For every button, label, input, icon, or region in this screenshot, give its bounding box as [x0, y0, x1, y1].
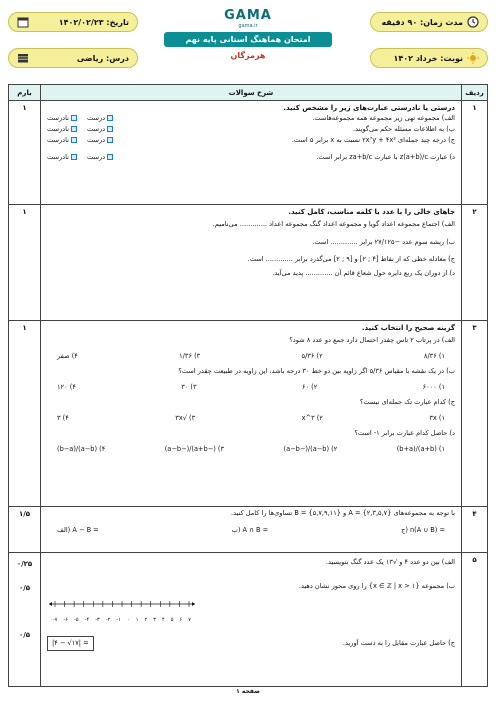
q1-c-text: ج) درجه چند جمله‌ای ۲x⁷y + ۴x² نسبت به x برابر ۵ است. [291, 135, 455, 144]
q1-d-false[interactable]: نادرست [47, 153, 77, 163]
question-3 [9, 321, 488, 507]
axis-label: ۴ [161, 616, 165, 623]
q1-b-text: ب) به اطلاعات مسئله حکم می‌گویند. [353, 124, 455, 133]
checkbox-icon [107, 137, 113, 143]
q5-number: ۵ [462, 553, 488, 687]
q3-d-opt3[interactable]: ۳) (−a+b)/(−a−b) [164, 444, 225, 453]
duration-pill [370, 12, 488, 32]
q3-number: ۳ [462, 321, 488, 507]
q2-b-text: ب) ریشه سوم عدد −۲۷/۱۲۵ برابر ............. است. [312, 237, 455, 246]
q1-item-c [47, 135, 455, 146]
col-score: بارم [9, 85, 41, 101]
clock-icon [467, 16, 479, 28]
q3-b-opt1[interactable]: ۱) ۶۰۰۰ [422, 382, 445, 391]
subject-text: درس: ریاضی [76, 53, 129, 63]
q1-title: درستی یا نادرستی عبارت‌های زیر را مشخص کنید. [283, 104, 455, 112]
axis-label: -۶ [63, 616, 69, 623]
q1-item-b [47, 124, 455, 135]
q3-b-options [47, 383, 455, 393]
axis-label: ۶ [179, 616, 183, 623]
logo-subtitle: gama.ir [238, 23, 258, 29]
q5-c-row [47, 636, 455, 652]
axis-label: -۳ [95, 616, 100, 623]
books-icon [17, 52, 29, 64]
q3-a-text: الف) در پرتاب ۲ تاس چقدر احتمال دارد جمع دو عدد ۸ شود؟ [289, 336, 455, 345]
q4-a-text: الف) A − B = [57, 525, 99, 534]
axis-label: ۳ [153, 616, 156, 623]
q2-c-text: ج) معادله خطی که از نقاط [۴ ; ۲] و [۹ ; ۲] می‌گذرد برابر ............. است. [247, 255, 455, 264]
date-text: تاریخ: ۱۴۰۲/۰۲/۲۳ [58, 17, 129, 27]
q3-c-opt2[interactable]: ۲) ۳^x [301, 413, 323, 422]
gama-logo: GAMA [224, 8, 272, 23]
axis-label: ۲ [144, 616, 148, 623]
number-line-labels [47, 617, 197, 624]
session-pill [370, 48, 488, 68]
q2-score: ۱ [9, 205, 41, 321]
q1-a-false[interactable]: نادرست [47, 114, 77, 124]
q5-c-text: ج) حاصل عبارت مقابل را به دست آورید. [342, 638, 455, 647]
q3-d-text: د) حاصل کدام عبارت برابر ۱- است؟ [354, 429, 455, 438]
number-line[interactable] [47, 599, 197, 624]
q1-b-true[interactable]: درست [87, 125, 113, 135]
col-row: ردیف [462, 85, 488, 101]
number-line-axis [47, 599, 197, 613]
checkbox-icon [107, 154, 113, 160]
session-text: نوبت: خرداد ۱۴۰۲ [393, 53, 463, 63]
q5-a-text: الف) بین دو عدد ۴ و √۱۳ یک عدد گنگ بنویسید. [325, 558, 455, 566]
q3-b-text: ب) در یک نقشه با مقیاس ۵/۳۶ اگر زاویه بین دو خط ۳۰ درجه باشد، این زاویه در طبیعت چقدر است؟ [178, 367, 455, 376]
q3-d-options [47, 445, 455, 455]
q3-a-opt2[interactable]: ۲) ۵/۳۶ [301, 351, 323, 360]
q1-b-false[interactable]: نادرست [47, 125, 77, 135]
checkbox-icon [107, 115, 113, 121]
q3-c-options [47, 414, 455, 424]
q4-score: ۱/۵ [9, 507, 41, 553]
q3-b-opt3[interactable]: ۳) ۳۰ [181, 382, 197, 391]
region-title: هرمزگان [230, 51, 266, 60]
q4-c-text: ج) n(A ∪ B) = [401, 525, 445, 534]
axis-label: -۲ [105, 616, 111, 623]
q5-c-score: ۰/۵ [18, 630, 31, 639]
axis-label: ۱ [135, 616, 139, 623]
axis-label: -۴ [84, 616, 90, 623]
q4-number: ۴ [462, 507, 488, 553]
q3-a-opt1[interactable]: ۱) ۸/۳۶ [423, 351, 445, 360]
q1-c-true[interactable]: درست [87, 136, 113, 146]
q3-a-opt3[interactable]: ۳) ۱/۳۶ [179, 351, 201, 360]
checkbox-icon [71, 154, 77, 160]
exam-header [8, 8, 488, 78]
question-4 [9, 507, 488, 553]
checkbox-icon [71, 126, 77, 132]
axis-label: -۱ [116, 616, 121, 623]
axis-label: -۵ [74, 616, 79, 623]
question-5 [9, 553, 488, 687]
q3-d-opt1[interactable]: ۱) (a+b)/(b+a) [396, 444, 445, 453]
q3-c-text: ج) کدام عبارت تک جمله‌ای نیست؟ [359, 398, 455, 407]
q3-a-options [47, 352, 455, 362]
q1-a-text: الف) مجموعه تهی زیر مجموعه همه مجموعه‌هاست. [312, 113, 455, 122]
q3-c-opt3[interactable]: ۳) √۳x [175, 413, 196, 422]
q1-number: ۱ [462, 101, 488, 205]
q3-d-opt4[interactable]: ۴) (a−b)/(b−a) [57, 444, 106, 453]
duration-text: مدت زمان: ۹۰ دقیقه [381, 17, 463, 27]
date-pill [8, 12, 138, 32]
q5-b-score: ۰/۵ [18, 584, 31, 593]
col-desc: شرح سوالات [41, 85, 462, 101]
q1-item-d [47, 152, 455, 163]
axis-label: ۵ [170, 616, 174, 623]
q5-a-score: ۰/۲۵ [16, 560, 33, 568]
checkbox-icon [71, 115, 77, 121]
q2-title: جاهای خالی را با عدد یا کلمه مناسب، کامل کنید. [288, 208, 455, 216]
q3-a-opt4[interactable]: ۴) صفر [57, 351, 78, 360]
q2-number: ۲ [462, 205, 488, 321]
q5-b-text: ب) مجموعه {x ∈ ℤ | x > ۱} را روی محور نشان دهید. [298, 581, 455, 590]
q4-b-text: ب) A ∩ B = [231, 525, 269, 534]
checkbox-icon [71, 137, 77, 143]
q2-a-text: الف) اجتماع مجموعه اعداد گویا و مجموعه اعداد گنگ مجموعه اعداد ............. می‌نامیم. [212, 220, 455, 229]
question-2 [9, 205, 488, 321]
questions-table [8, 84, 488, 687]
q4-title: با توجه به مجموعه‌های A = {۲,۳,۵,۷} و B = {۵,۷,۹,۱۱} تساوی‌ها را کامل کنید. [231, 509, 455, 517]
exam-title: امتحان هماهنگ استانی پایه نهم [164, 32, 332, 47]
question-1 [9, 101, 488, 205]
subject-pill [8, 48, 138, 68]
sun-icon [467, 52, 479, 64]
center-heading [158, 8, 338, 72]
q1-d-text: د) عبارت z(a+b)/c با عبارت za+b/c برابر است. [316, 152, 455, 161]
q3-c-opt4[interactable]: ۴) ۳ [57, 413, 69, 422]
q1-a-true[interactable]: درست [87, 114, 113, 124]
q1-c-false[interactable]: نادرست [47, 136, 77, 146]
q1-score: ۱ [9, 101, 41, 205]
axis-label: ۷ [188, 616, 191, 623]
q3-b-opt2[interactable]: ۲) ۶۰ [301, 382, 318, 391]
q3-score: ۱ [9, 321, 41, 507]
checkbox-icon [107, 126, 113, 132]
q3-b-opt4[interactable]: ۴) ۱۲۰ [57, 382, 76, 391]
q3-c-opt1[interactable]: ۱) ۳x [429, 413, 445, 422]
q3-title: گزینه صحیح را انتخاب کنید. [361, 324, 455, 332]
page-footer: صفحه ۱ [236, 688, 260, 695]
q5-c-expression: |۴ − √۱۷| = [47, 636, 94, 652]
axis-label: -۷ [53, 616, 58, 623]
q4-items [47, 526, 455, 536]
axis-label: ۰ [126, 616, 130, 623]
q1-item-a [47, 113, 455, 124]
calendar-icon [17, 16, 29, 28]
q2-d-text: د) از دوران یک ربع دایره حول شعاع قائم آن ............. پدید می‌آید. [272, 268, 455, 277]
q3-d-opt2[interactable]: ۲) (a−b)/(−a−b) [283, 444, 338, 453]
q1-d-true[interactable]: درست [87, 153, 113, 163]
